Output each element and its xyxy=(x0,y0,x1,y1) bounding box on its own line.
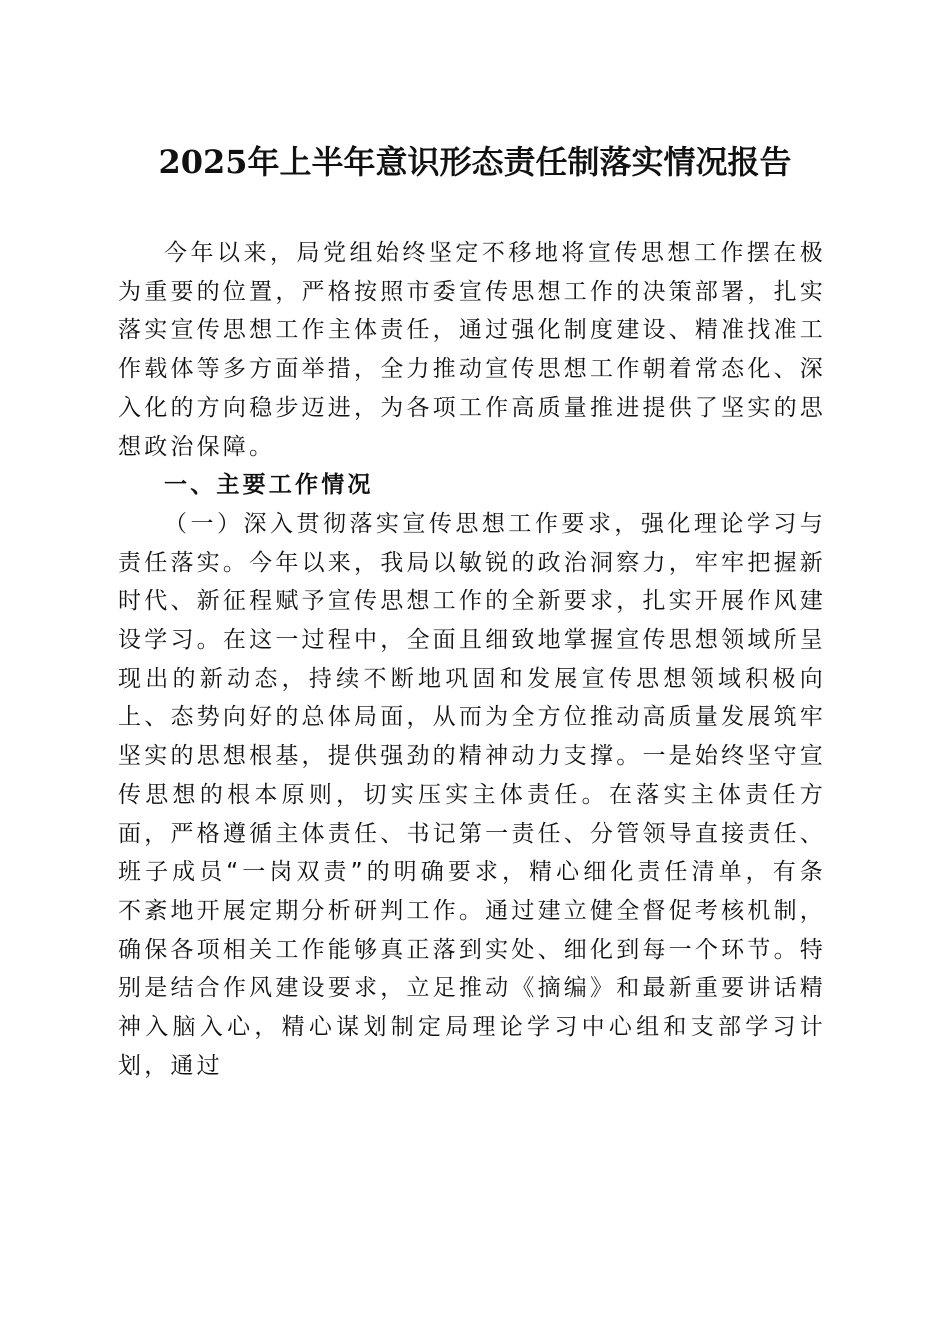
section-heading-main-work: 一、主要工作情况 xyxy=(164,472,374,499)
document-title: 2025年上半年意识形态责任制落实情况报告 xyxy=(158,143,792,181)
subsection-heading: （一）深入贯彻落实宣传思想工作要求，强化理论学习与责任落实。 xyxy=(118,510,826,576)
intro-paragraph: 今年以来，局党组始终坚定不移地将宣传思想工作摆在极为重要的位置，严格按照市委宣传思想工作的决策部署，扎实落实宣传思想工作主体责任，通过强化制度建设、精准找准工作载体等多方面举措，全力推动宣传思想工作朝着常态化、深入化的方向稳步迈进，为各项工作高质量推进提供了坚实的思想政治保障。 xyxy=(118,240,826,460)
subsection-body-text: 今年以来，我局以敏锐的政治洞察力，牢牢把握新时代、新征程赋予宣传思想工作的全新要求，扎实开展作风建设学习。在这一过程中，全面且细致地掌握宣传思想领域所呈现出的新动态，持续不断地巩固和发展宣传思想领域积极向上、态势向好的总体局面，从而为全方位推动高质量发展筑牢坚实的思想根基，提供强劲的精神动力支撑。一是始终坚守宣传思想的根本原则，切实压实主体责任。在落实主体责任方面，严格遵循主体责任、书记第一责任、分管领导直接责任、班子成员“一岗双责”的明确要求，精心细化责任清单，有条不紊地开展定期分析研判工作。通过建立健全督促考核机制，确保各项相关工作能够真正落到实处、细化到每一个环节。特别是结合作风建设要求，立足推动《摘编》和最新重要讲话精神入脑入心，精心谋划制定局理论学习中心组和支部学习计划，通过 xyxy=(118,549,827,1079)
document-body xyxy=(118,234,826,1085)
subsection-paragraph xyxy=(118,505,826,1086)
